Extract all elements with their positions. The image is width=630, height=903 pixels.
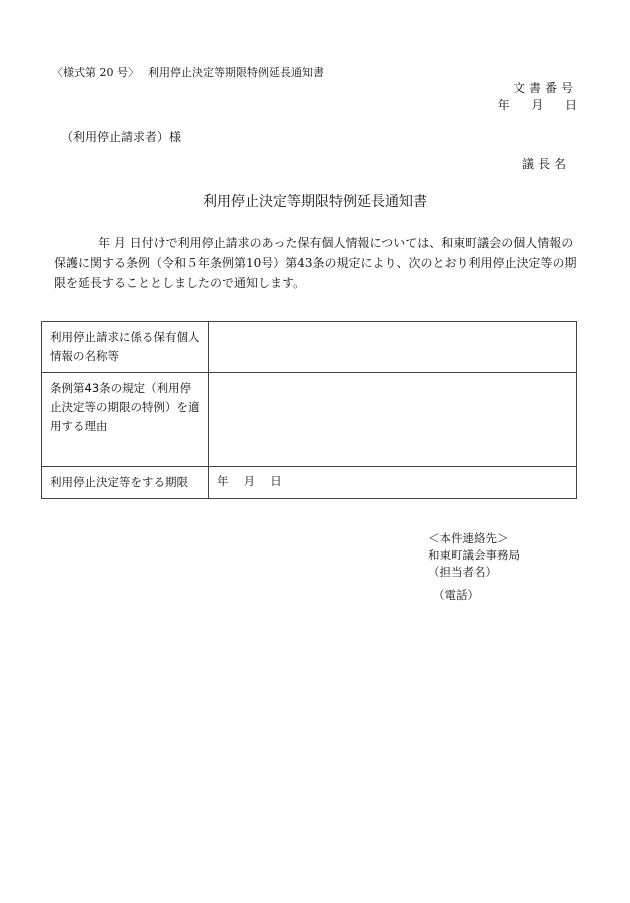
contact-heading: ＜本件連絡先＞	[428, 531, 509, 545]
document-date	[498, 96, 577, 113]
document-title: 利用停止決定等期限特例延長通知書	[203, 194, 427, 210]
table-row	[42, 322, 577, 373]
date-year: 年	[497, 98, 510, 112]
table-row	[42, 373, 577, 467]
date-month: 月	[531, 98, 544, 112]
table-value-cell	[209, 322, 577, 373]
sender-line: 議長名	[521, 157, 570, 171]
table-value-cell	[209, 373, 577, 467]
body-paragraph: 年 月 日付けで利用停止請求のあった保有個人情報については、和東町議会の個人情報の保護に関する条例（令和５年条例第10号）第43条の規定により、次のとおり利用停止決定等の期限を延長することとしましたので通知します。	[54, 236, 577, 290]
info-table	[41, 321, 577, 499]
table-row	[42, 467, 577, 499]
form-number-label: 〈様式第 20 号〉 利用停止決定等期限特例延長通知書	[52, 66, 324, 79]
table-label-cell: 利用停止決定等をする期限	[42, 467, 209, 499]
recipient-line: （利用停止請求者）様	[61, 130, 182, 144]
table-label-cell: 利用停止請求に係る保有個人情報の名称等	[42, 322, 209, 373]
document-number: 文書番号	[512, 81, 577, 95]
date-day: 日	[564, 98, 577, 112]
contact-person: （担当者名）	[428, 565, 497, 579]
table-label-cell: 条例第43条の規定（利用停止決定等の期限の特例）を適用する理由	[42, 373, 209, 467]
contact-office: 和東町議会事務局	[428, 548, 520, 562]
table-value-cell: 年 月 日	[209, 467, 577, 499]
contact-phone: （電話）	[433, 588, 479, 602]
